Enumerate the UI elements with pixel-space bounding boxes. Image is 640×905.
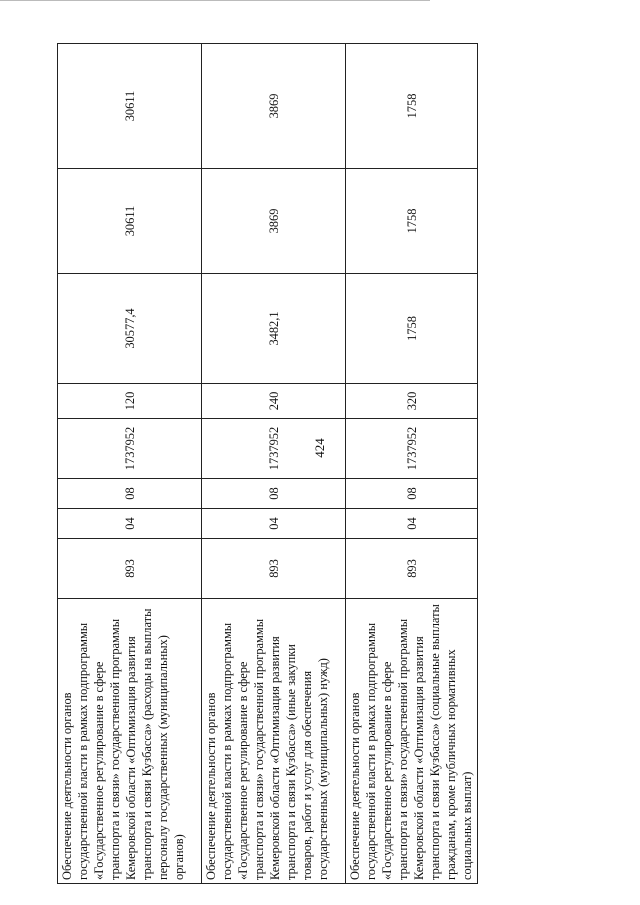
cell-value-1: 3482,1 bbox=[202, 274, 346, 384]
cell-subsection-code: 08 bbox=[58, 479, 202, 509]
table-row bbox=[346, 44, 478, 884]
cell-value-2: 3869 bbox=[202, 169, 346, 274]
cell-target-code: 1737952 bbox=[202, 419, 346, 479]
cell-expense-type-code: 120 bbox=[58, 384, 202, 419]
cell-admin-code: 893 bbox=[202, 539, 346, 599]
row-description: Обеспечение деятельности органов государственной власти в рамках подпрограммы «Государственное регулирование в сфере транспорта и связи» государственной программы Кемеровской области «Оптимизация развития транспорта и связи Кузбасса» (расходы на выплаты персоналу государственных (муниципальных) органов) bbox=[58, 599, 202, 884]
cell-value-1: 1758 bbox=[346, 274, 478, 384]
cell-target-code: 1737952 bbox=[346, 419, 478, 479]
cell-section-code: 04 bbox=[58, 509, 202, 539]
cell-value-2: 1758 bbox=[346, 169, 478, 274]
cell-value-3: 30611 bbox=[58, 44, 202, 169]
cell-admin-code: 893 bbox=[58, 539, 202, 599]
cell-subsection-code: 08 bbox=[202, 479, 346, 509]
cell-value-1: 30577,4 bbox=[58, 274, 202, 384]
row-description: Обеспечение деятельности органов государственной власти в рамках подпрограммы «Государственное регулирование в сфере транспорта и связи» государственной программы Кемеровской области «Оптимизация развития транспорта и связи Кузбасса» (социальные выплаты гражданам, кроме публичных нормативных социальных выплат) bbox=[346, 599, 478, 884]
rotated-budget-table-container bbox=[57, 44, 477, 884]
table-row bbox=[202, 44, 346, 884]
table-row bbox=[58, 44, 202, 884]
cell-value-3: 1758 bbox=[346, 44, 478, 169]
cell-expense-type-code: 240 bbox=[202, 384, 346, 419]
cell-target-code: 1737952 bbox=[58, 419, 202, 479]
cell-subsection-code: 08 bbox=[346, 479, 478, 509]
cell-section-code: 04 bbox=[202, 509, 346, 539]
page-number-text: 424 bbox=[312, 438, 327, 458]
cell-section-code: 04 bbox=[346, 509, 478, 539]
budget-table bbox=[57, 43, 478, 884]
cell-value-3: 3869 bbox=[202, 44, 346, 169]
cell-value-2: 30611 bbox=[58, 169, 202, 274]
cell-admin-code: 893 bbox=[346, 539, 478, 599]
scan-edge-line bbox=[0, 0, 430, 1]
row-description: Обеспечение деятельности органов государственной власти в рамках подпрограммы «Государственное регулирование в сфере транспорта и связи» государственной программы Кемеровской области «Оптимизация развития транспорта и связи Кузбасса» (иные закупки товаров, работ и услуг для обеспечения государственных (муниципальных) нужд) bbox=[202, 599, 346, 884]
cell-expense-type-code: 320 bbox=[346, 384, 478, 419]
